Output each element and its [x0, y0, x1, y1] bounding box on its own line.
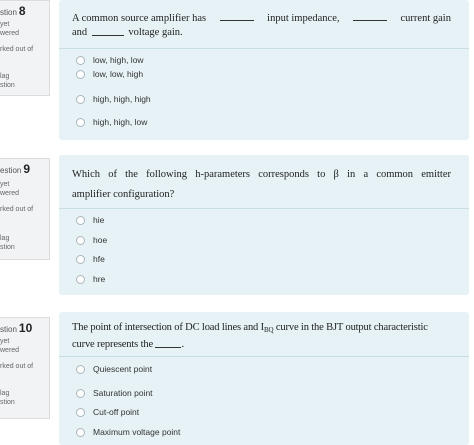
answer-blank [155, 338, 184, 350]
question-card [59, 155, 469, 295]
option-label: low, high, low [93, 55, 144, 65]
question-status: wered [0, 190, 20, 197]
radio-button[interactable] [76, 216, 85, 225]
question-text-segment: voltage gain. [128, 26, 183, 38]
question-text-segment: . [181, 338, 184, 350]
question-status: wered [0, 30, 20, 37]
question-text-segment: and [72, 26, 88, 38]
question-number: stion 8 [0, 4, 26, 18]
radio-button[interactable] [76, 408, 85, 417]
question-status: yet [0, 338, 10, 345]
flag-question-link[interactable]: lag [0, 235, 10, 242]
answer-option[interactable] [76, 387, 153, 399]
question-text-segment: curve in the BJT output characteristic [275, 322, 428, 333]
divider [59, 208, 469, 209]
answer-option[interactable] [76, 54, 144, 66]
answer-option[interactable] [76, 68, 143, 80]
question-number: stion 10 [0, 321, 33, 335]
question-info-panel [0, 0, 50, 96]
flag-question-link[interactable]: stion [0, 399, 15, 406]
question-text: amplifier configuration? [72, 189, 175, 200]
flag-question-link[interactable]: lag [0, 73, 10, 80]
radio-button[interactable] [76, 118, 85, 127]
question-status: wered [0, 347, 20, 354]
answer-option[interactable] [76, 426, 180, 438]
option-label: low, low, high [93, 69, 144, 79]
radio-button[interactable] [76, 95, 85, 104]
question-marks: rked out of [0, 363, 34, 370]
option-label: Saturation point [93, 388, 153, 398]
option-label: high, high, low [93, 117, 148, 127]
option-label: hie [93, 215, 105, 225]
option-label: hfe [93, 254, 105, 264]
radio-button[interactable] [76, 365, 85, 374]
divider [59, 48, 469, 49]
question-status: yet [0, 181, 10, 188]
option-label: Quiescent point [93, 364, 153, 374]
option-label: hre [93, 274, 106, 284]
radio-button[interactable] [76, 236, 85, 245]
option-label: Maximum voltage point [93, 427, 181, 437]
flag-question-link[interactable]: lag [0, 390, 10, 397]
answer-option[interactable] [76, 116, 147, 128]
question-text: Which of the following h-parameters corresponds to β in a common emitter [72, 169, 451, 180]
question-marks: rked out of [0, 206, 34, 213]
answer-option[interactable] [76, 93, 151, 105]
answer-option[interactable] [76, 273, 105, 285]
radio-button[interactable] [76, 389, 85, 398]
question-info-panel [0, 317, 50, 419]
radio-button[interactable] [76, 255, 85, 264]
option-label: high, high, high [93, 94, 151, 104]
radio-button[interactable] [76, 70, 85, 79]
question-text-segment: current gain [400, 13, 451, 24]
question-text [72, 321, 451, 351]
option-label: Cut-off point [93, 407, 140, 417]
subscript: BQ [263, 326, 274, 334]
question-text-segment: The point of intersection of DC load lines and I [72, 322, 264, 333]
divider [59, 356, 469, 357]
flag-question-link[interactable]: stion [0, 244, 15, 251]
question-card [59, 0, 469, 140]
question-status: yet [0, 21, 10, 28]
question-card [59, 312, 469, 445]
answer-option[interactable] [76, 253, 105, 265]
question-text [72, 12, 451, 39]
question-text-segment: A common source amplifier has [72, 13, 207, 24]
radio-button[interactable] [76, 56, 85, 65]
radio-button[interactable] [76, 275, 85, 284]
answer-option[interactable] [76, 406, 139, 418]
answer-option[interactable] [76, 214, 104, 226]
answer-option[interactable] [76, 363, 152, 375]
question-number: estion 9 [0, 162, 31, 176]
answer-blank [92, 27, 124, 36]
question-info-panel [0, 158, 50, 260]
option-label: hoe [93, 235, 108, 245]
answer-blank [220, 12, 254, 21]
answer-blank [353, 12, 387, 21]
question-text-segment: curve represents the [72, 338, 153, 350]
question-marks: rked out of [0, 46, 34, 53]
question-text-segment: input impedance, [267, 13, 340, 24]
flag-question-link[interactable]: stion [0, 82, 15, 89]
radio-button[interactable] [76, 428, 85, 437]
answer-option[interactable] [76, 234, 107, 246]
